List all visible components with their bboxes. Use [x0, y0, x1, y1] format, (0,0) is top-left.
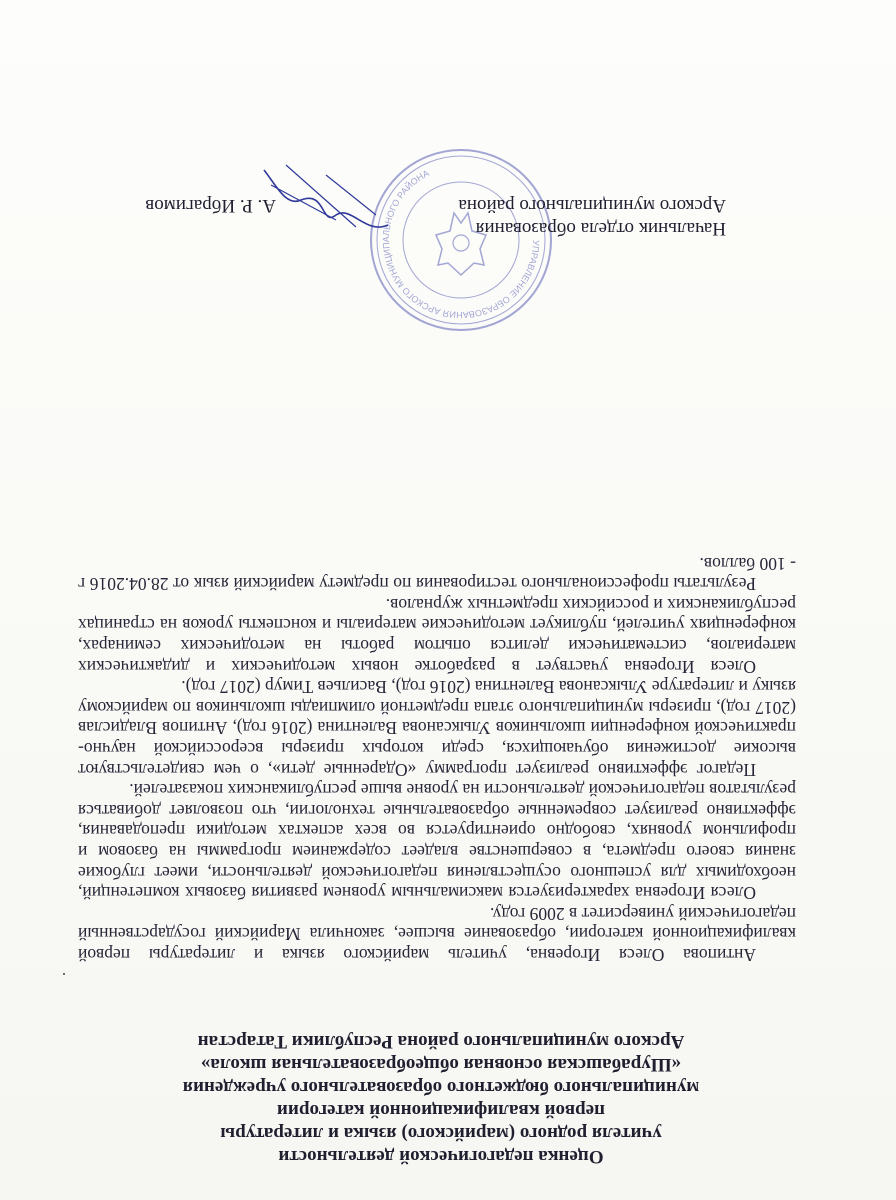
paragraph: Олеся Игоревна характеризуется максимальным уровнем развития базовых компетенций, необходимых для успешного осуществления педагогической деятельности, имеет глубокие знания своего предмета, в совершенстве владеет содержанием программы на базовом и профильном уровнях, свободно ориентируется во всех аспектах методики преподавания, эффективно реализует современные образовательные технологии, что позволяет добиваться результатов педагогической деятельности на уровне выше республиканских показателей. [78, 780, 796, 904]
signer-position: Арского муниципального района [458, 195, 726, 216]
title-line: «Шурабашская основная общеобразовательная школа» [200, 1054, 682, 1075]
svg-text:УПРАВЛЕНИЕ ОБРАЗОВАНИЯ АРСКОГО [381, 168, 541, 320]
stamp-text: УПРАВЛЕНИЕ ОБРАЗОВАНИЯ АРСКОГО МУНИЦИПАЛЬНОГО РАЙОНА [380, 168, 542, 321]
paragraph: Антипова Олеся Игоревна, учитель марийского языка и литературы первой квалификационной категории, образование высшее, закончила Марийский государственный педагогический университет в 2009 году. [78, 903, 796, 965]
signer-position: Начальник отдела образования [475, 218, 726, 239]
paragraph: Олеся Игоревна участвует в разработке новых методических и дидактических материалов, систематически делится опытом работы на методических семинарах, конференциях учителей, публикует методические материалы и конспекты уроков на страницах республиканских и российских предметных журналов. [78, 594, 796, 677]
paragraph: Результаты профессионального тестирования по предмету марийский язык от 28.04.2016 г - 100 баллов. [78, 553, 796, 595]
handwritten-signature [256, 155, 396, 245]
title-line: муниципального бюджетного образовательного учреждения [182, 1077, 700, 1098]
paragraph: Педагог эффективно реализует программу «Одаренные дети», о чем свидетельствуют высокие достижения обучающихся, среди которых призеры всероссийской научно-практической конференции школьников Улыксанова Валентина (2016 год), Антипов Владислав (2017 год), призеры муниципального этапа предметной олимпиады школьников по марийскому языку и литературе Улыксанова Валентина (2016 год), Васильев Тимур (2017 год). [78, 677, 796, 780]
title-line: Арского муниципального района Республики Татарстан [197, 1031, 685, 1052]
document-title [146, 1030, 736, 1168]
margin-mark: . [62, 969, 66, 986]
title-line: первой квалификационной категории [276, 1100, 606, 1121]
document-body [78, 553, 796, 965]
title-line: Оценка педагогической деятельности [278, 1146, 604, 1167]
signer-name: А. Р. Ибрагимов [145, 195, 276, 216]
title-line: учителя родного (марийского) языка и литературы [220, 1123, 662, 1144]
